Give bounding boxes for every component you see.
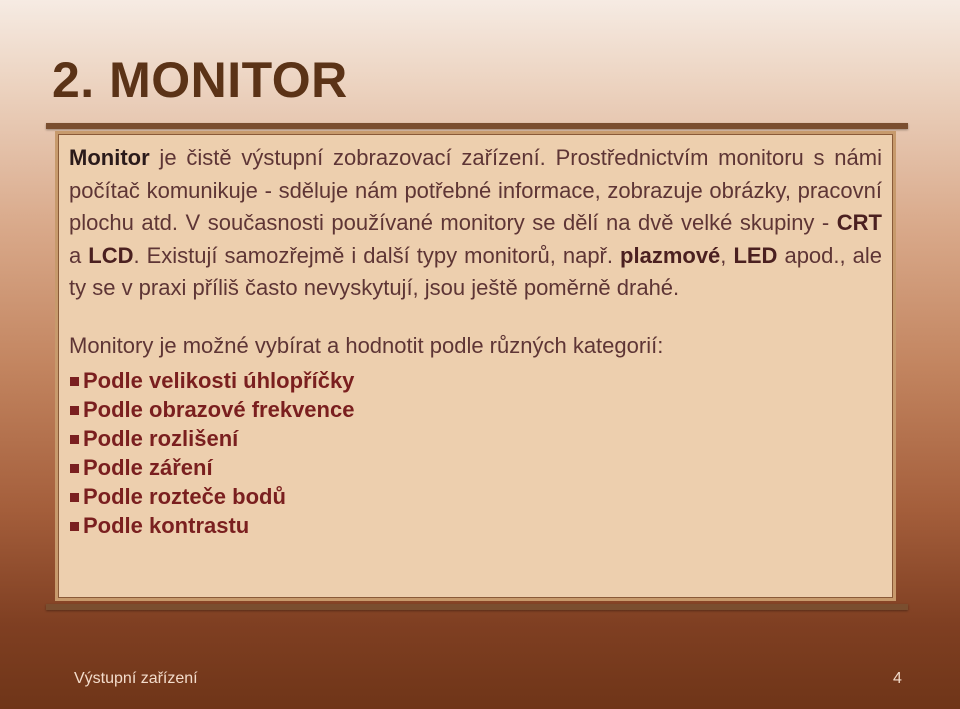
categories-intro: Monitory je možné vybírat a hodnotit podle různých kategorií: bbox=[69, 332, 664, 358]
slide-title: 2. MONITOR bbox=[52, 52, 348, 108]
category-label: Podle rozteče bodů bbox=[83, 484, 286, 509]
top-divider bbox=[46, 123, 908, 129]
text-segment: je čistě výstupní zobrazovací zařízení. Prostřednictvím monitoru s námi počítač komunikuje - sděluje nám potřebné informace, zobrazuje obrázky, pracovní plochu atd. V současnosti používané monitory se dělí na dvě velké skupiny - bbox=[69, 145, 882, 235]
term-lcd: LCD bbox=[88, 242, 134, 268]
term-monitor: Monitor bbox=[69, 145, 150, 170]
bottom-divider bbox=[46, 604, 908, 610]
list-item bbox=[69, 425, 882, 454]
monitor-description bbox=[69, 142, 882, 305]
list-item bbox=[69, 454, 882, 483]
list-item bbox=[69, 512, 882, 541]
content-box bbox=[55, 131, 896, 601]
list-item bbox=[69, 367, 882, 396]
category-label: Podle velikosti úhlopříčky bbox=[83, 368, 355, 393]
category-list bbox=[69, 367, 882, 541]
page-number: 4 bbox=[893, 670, 902, 687]
square-bullet-icon bbox=[70, 435, 79, 444]
text-segment: , bbox=[720, 242, 734, 268]
category-label: Podle záření bbox=[83, 455, 213, 480]
footer-section-title: Výstupní zařízení bbox=[74, 670, 198, 687]
list-item bbox=[69, 396, 882, 425]
category-label: Podle kontrastu bbox=[83, 513, 250, 538]
category-label: Podle rozlišení bbox=[83, 426, 239, 451]
term-led: LED bbox=[733, 242, 778, 268]
square-bullet-icon bbox=[70, 493, 79, 502]
square-bullet-icon bbox=[70, 406, 79, 415]
square-bullet-icon bbox=[70, 377, 79, 386]
term-crt: CRT bbox=[836, 210, 882, 235]
list-item bbox=[69, 483, 882, 512]
text-segment: a bbox=[69, 242, 89, 268]
square-bullet-icon bbox=[70, 464, 79, 473]
term-plasma: plazmové bbox=[620, 242, 721, 268]
category-label: Podle obrazové frekvence bbox=[83, 397, 355, 422]
square-bullet-icon bbox=[70, 522, 79, 531]
text-segment: . Existují samozřejmě i další typy monitorů, např. bbox=[133, 242, 621, 268]
text-segment: apod., ale ty se v praxi příliš často nevyskytují, jsou ještě poměrně drahé. bbox=[69, 242, 882, 300]
